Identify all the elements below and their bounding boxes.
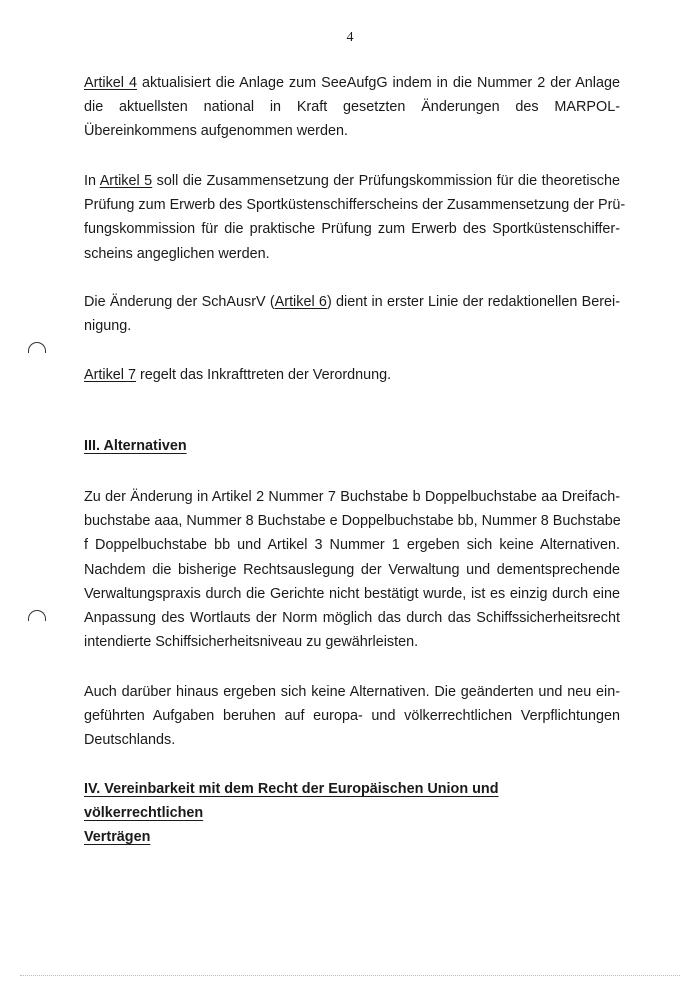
paragraph-line: die aktuellsten national in Kraft gesetzten Änderungen des MARPOL-: [84, 99, 620, 116]
scan-margin-mark: [28, 342, 46, 353]
line-text: ) dient in erster Linie der redaktionellen Berei-: [326, 294, 621, 310]
paragraph-line: scheins angeglichen werden.: [84, 245, 270, 262]
paragraph-artikel-5: [84, 169, 626, 266]
line-text: In: [84, 173, 100, 189]
paragraph-line: Übereinkommens aufgenommen werden.: [84, 123, 348, 140]
section-heading-vereinbarkeit: [84, 777, 620, 849]
paragraph-line: [84, 363, 620, 387]
line-text: Die Änderung der SchAusrV (: [84, 294, 275, 310]
paragraph-line: buchstabe aaa, Nummer 8 Buchstabe e Doppelbuchstabe bb, Nummer 8 Buchstabe: [84, 513, 621, 530]
paragraph-line: Nachdem die bisherige Rechtsauslegung der Verwaltung und dementsprechende: [84, 561, 620, 578]
paragraph-line: f Doppelbuchstabe bb und Artikel 3 Nummer 1 ergeben sich keine Alternativen.: [84, 537, 620, 554]
paragraph-line: Zu der Änderung in Artikel 2 Nummer 7 Buchstabe b Doppelbuchstabe aa Dreifach-: [84, 489, 620, 505]
paragraph-line: Anpassung des Wortlauts der Norm möglich das durch das Schiffssicherheitsrecht: [84, 610, 620, 627]
paragraph-line: intendierte Schiffsicherheitsniveau zu gewährleisten.: [84, 634, 419, 651]
paragraph-line: [84, 290, 620, 314]
paragraph-line: geführten Aufgaben beruhen auf europa- und völkerrechtlichen Verpflichtungen: [84, 708, 620, 725]
artikel-4-link: Artikel 4: [84, 75, 137, 91]
heading-line: Verträgen: [84, 829, 151, 845]
heading-line: IV. Vereinbarkeit mit dem Recht der Europäischen Union und völkerrechtlichen: [84, 781, 499, 821]
artikel-6-link: Artikel 6: [274, 294, 327, 310]
line-text: soll die Zusammensetzung der Prüfungskommission für die theoretische: [152, 173, 621, 189]
line-text: regelt das Inkrafttreten der Verordnung.: [135, 367, 392, 383]
line-text: aktualisiert die Anlage zum SeeAufgG indem in die Nummer 2 der Anlage: [136, 75, 621, 91]
paragraph-line: Verwaltungspraxis durch die Gerichte nicht bestätigt wurde, ist es einzig durch eine: [84, 585, 620, 602]
scan-margin-mark: [28, 610, 46, 621]
paragraph-artikel-6: [84, 290, 620, 338]
paragraph-line: [84, 169, 620, 193]
paragraph-artikel-4: [84, 71, 620, 144]
paragraph-keine-alternativen: [84, 680, 620, 753]
paragraph-line: Auch darüber hinaus ergeben sich keine Alternativen. Die geänderten und neu ein-: [84, 684, 620, 700]
artikel-5-link: Artikel 5: [99, 173, 153, 189]
scan-artifact-line: [20, 975, 680, 976]
paragraph-artikel-7: [84, 363, 620, 387]
paragraph-line: fungskommission für die praktische Prüfung zum Erwerb des Sportküstenschiffer-: [84, 221, 620, 238]
artikel-7-link: Artikel 7: [84, 367, 136, 383]
paragraph-line: Prüfung zum Erwerb des Sportküstenschifferscheins der Zusammensetzung der Prü-: [84, 197, 626, 214]
paragraph-alternativen: [84, 485, 620, 654]
section-heading-alternativen: III. Alternativen: [84, 438, 187, 454]
paragraph-line: Deutschlands.: [84, 732, 176, 749]
paragraph-line: nigung.: [84, 318, 132, 335]
paragraph-line: [84, 71, 620, 95]
page-number: 4: [346, 30, 354, 45]
